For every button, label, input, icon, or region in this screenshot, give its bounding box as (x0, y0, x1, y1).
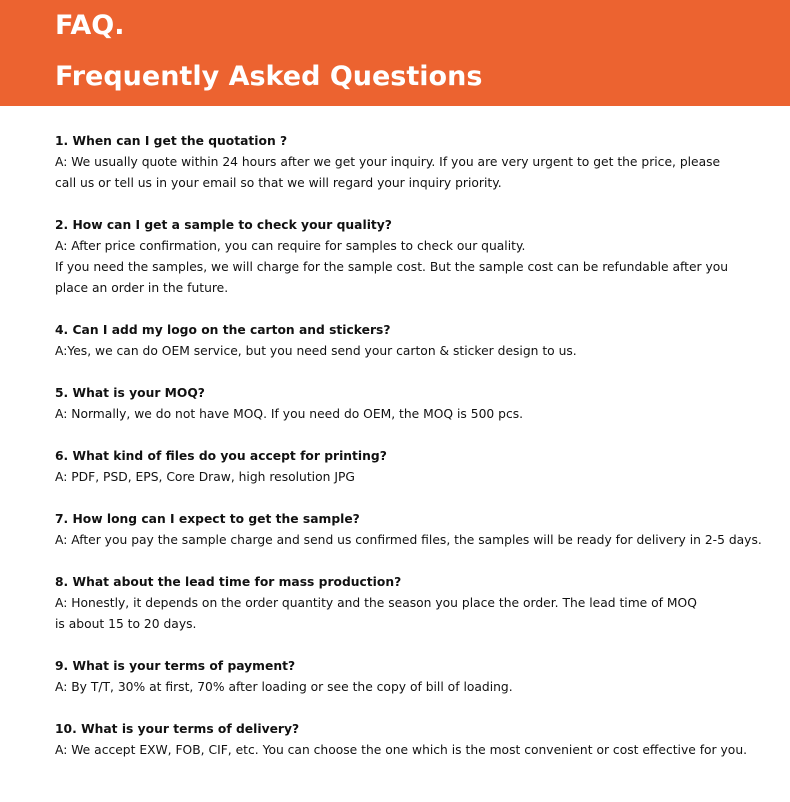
faq-spacer (55, 488, 775, 509)
faq-answer-line: A: We usually quote within 24 hours after we get your inquiry. If you are very urgent to get the price, please (55, 155, 721, 169)
faq-item (55, 719, 775, 761)
faq-spacer (55, 698, 775, 719)
faq-answer-line: A:Yes, we can do OEM service, but you need send your carton & sticker design to us. (55, 344, 577, 358)
faq-answer-line: A: After you pay the sample charge and send us confirmed files, the samples will be ready for delivery in 2-5 days. (55, 533, 762, 547)
faq-question: 2. How can I get a sample to check your quality? (55, 218, 392, 232)
faq-item (55, 509, 775, 551)
faq-answer-line: A: We accept EXW, FOB, CIF, etc. You can choose the one which is the most convenient or cost effective for you. (55, 743, 748, 757)
faq-list (55, 131, 775, 761)
faq-spacer (55, 425, 775, 446)
faq-item (55, 215, 775, 299)
faq-answer-line: A: After price confirmation, you can require for samples to check our quality. (55, 239, 526, 253)
faq-item (55, 131, 775, 194)
faq-answer-line: call us or tell us in your email so that we will regard your inquiry priority. (55, 176, 502, 190)
faq-header-banner (0, 0, 790, 106)
faq-answer-line: place an order in the future. (55, 281, 229, 295)
faq-spacer (55, 299, 775, 320)
faq-spacer (55, 635, 775, 656)
faq-question: 8. What about the lead time for mass production? (55, 575, 402, 589)
faq-question: 1. When can I get the quotation ? (55, 134, 288, 148)
faq-answer-line: A: PDF, PSD, EPS, Core Draw, high resolution JPG (55, 470, 355, 484)
faq-item (55, 320, 775, 362)
faq-question: 7. How long can I expect to get the sample? (55, 512, 360, 526)
faq-item (55, 572, 775, 635)
faq-question: 5. What is your MOQ? (55, 386, 205, 400)
faq-answer-line: If you need the samples, we will charge for the sample cost. But the sample cost can be refundable after you (55, 260, 729, 274)
faq-answer-line: A: Normally, we do not have MOQ. If you need do OEM, the MOQ is 500 pcs. (55, 407, 524, 421)
faq-item (55, 383, 775, 425)
faq-spacer (55, 551, 775, 572)
faq-question: 10. What is your terms of delivery? (55, 722, 300, 736)
faq-answer-line: is about 15 to 20 days. (55, 617, 197, 631)
faq-header-title: FAQ. (55, 10, 125, 41)
faq-answer-line: A: Honestly, it depends on the order quantity and the season you place the order. The lead time of MOQ (55, 596, 697, 610)
faq-question: 9. What is your terms of payment? (55, 659, 296, 673)
faq-item (55, 656, 775, 698)
faq-spacer (55, 362, 775, 383)
faq-question: 4. Can I add my logo on the carton and stickers? (55, 323, 391, 337)
faq-spacer (55, 194, 775, 215)
faq-header-subtitle: Frequently Asked Questions (55, 61, 483, 92)
faq-question: 6. What kind of files do you accept for printing? (55, 449, 387, 463)
faq-item (55, 446, 775, 488)
faq-answer-line: A: By T/T, 30% at first, 70% after loading or see the copy of bill of loading. (55, 680, 513, 694)
